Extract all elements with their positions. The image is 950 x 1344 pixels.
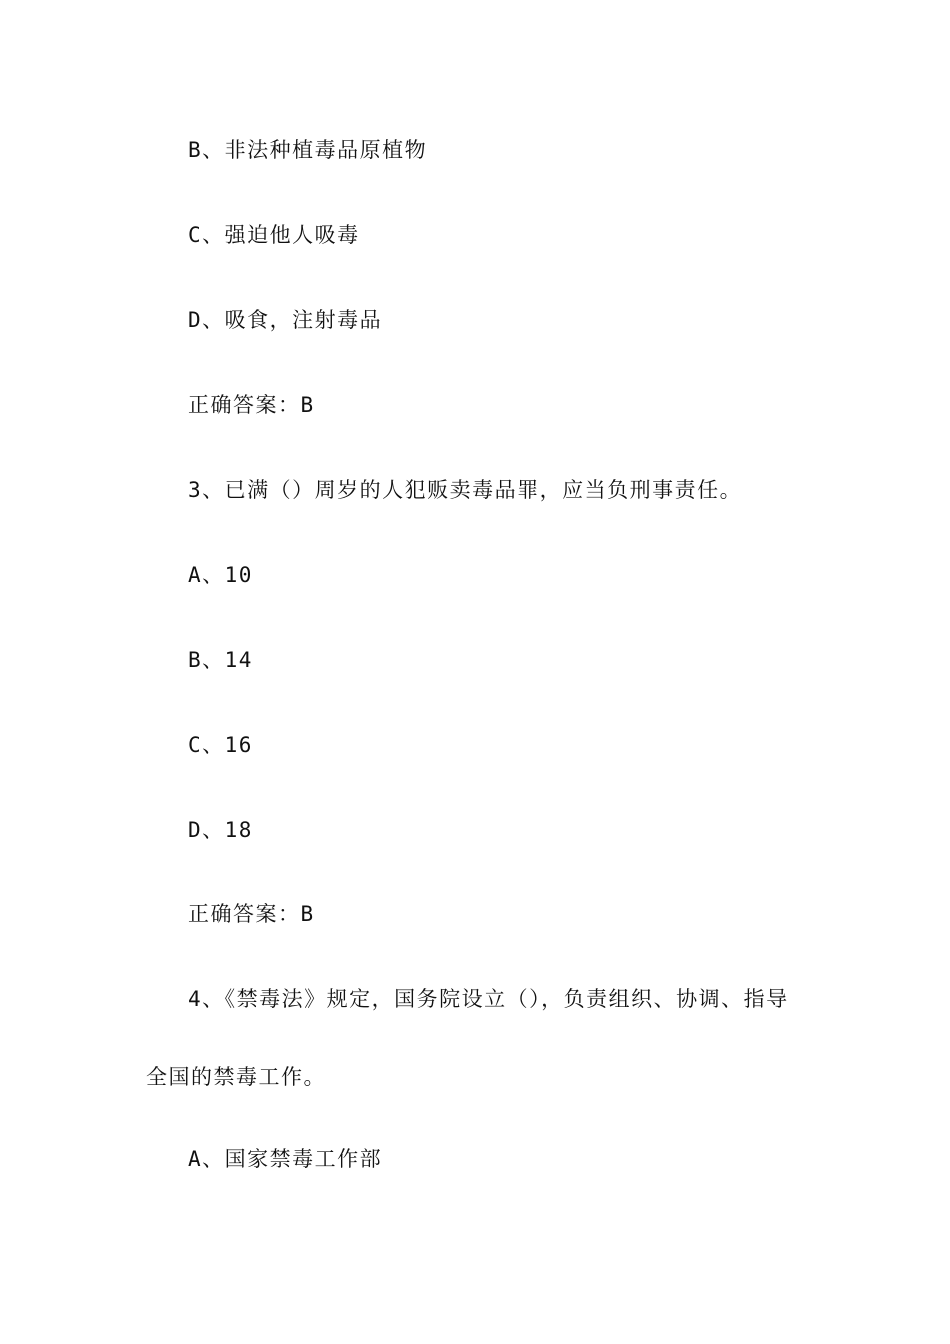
option-c-q3: C、16 (188, 733, 253, 757)
answer-q2: 正确答案：B (188, 393, 315, 417)
option-c-q2: C、强迫他人吸毒 (188, 223, 360, 247)
option-a-q4: A、国家禁毒工作部 (188, 1147, 383, 1171)
question-3: 3、已满（）周岁的人犯贩卖毒品罪，应当负刑事责任。 (188, 478, 743, 502)
option-d-q2: D、吸食，注射毒品 (188, 308, 383, 332)
answer-q3: 正确答案：B (188, 902, 315, 926)
option-b-q3: B、14 (188, 648, 253, 672)
question-4: 4、《禁毒法》规定，国务院设立（），负责组织、协调、指导 (188, 987, 789, 1011)
option-d-q3: D、18 (188, 818, 253, 842)
question-4-continued: 全国的禁毒工作。 (146, 1065, 326, 1089)
option-a-q3: A、10 (188, 563, 253, 587)
option-b-q2: B、非法种植毒品原植物 (188, 138, 428, 162)
